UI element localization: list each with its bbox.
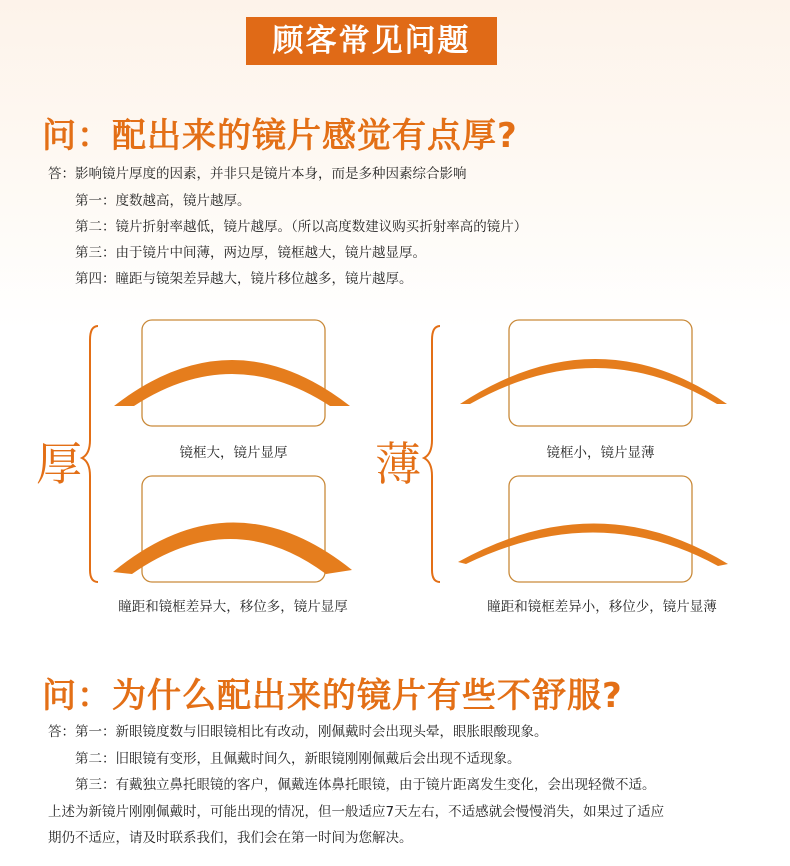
faq1-point: 第三：由于镜片中间薄，两边厚，镜框越大，镜片越显厚。	[75, 245, 426, 261]
thin-brace	[424, 326, 440, 582]
faq1-question: 问：配出来的镜片感觉有点厚?	[42, 116, 518, 156]
thin-label: 薄	[375, 437, 421, 491]
faq1-answer-intro: 答：影响镜片厚度的因素，并非只是镜片本身，而是多种因素综合影响	[48, 166, 467, 182]
faq1-point: 第二：镜片折射率越低，镜片越厚。（所以高度数建议购买折射率高的镜片）	[75, 219, 528, 235]
caption-thin-top: 镜框小，镜片显薄	[546, 445, 655, 461]
page-banner: 顾客常见问题	[246, 17, 497, 65]
faq1-point: 第四：瞳距与镜架差异越大，镜片移位越多，镜片越厚。	[75, 271, 413, 287]
faq2-summary: 期仍不适应，请及时联系我们，我们会在第一时间为您解决。	[48, 830, 413, 846]
faq1-point: 第一：度数越高，镜片越厚。	[75, 193, 251, 209]
faq2-answer: 第二：旧眼镜有变形，且佩戴时间久，新眼镜刚刚佩戴后会出现不适现象。	[75, 751, 521, 767]
caption-thin-bottom: 瞳距和镜框差异小，移位少，镜片显薄	[487, 599, 717, 615]
faq2-answer: 答：第一：新眼镜度数与旧眼镜相比有改动，刚佩戴时会出现头晕，眼胀眼酸现象。	[48, 724, 548, 740]
thick-label: 厚	[36, 437, 82, 491]
caption-thick-top: 镜框大，镜片显厚	[179, 445, 288, 461]
faq2-question: 问：为什么配出来的镜片有些不舒服?	[42, 676, 623, 716]
thick-brace	[82, 326, 98, 582]
caption-thick-bottom: 瞳距和镜框差异大，移位多，镜片显厚	[118, 599, 348, 615]
faq2-summary: 上述为新镜片刚刚佩戴时，可能出现的情况，但一般适应7天左右，不适感就会慢慢消失，如果过了适应	[48, 804, 665, 820]
faq2-answer: 第三：有戴独立鼻托眼镜的客户，佩戴连体鼻托眼镜，由于镜片距离发生变化，会出现轻微不适。	[75, 777, 656, 793]
